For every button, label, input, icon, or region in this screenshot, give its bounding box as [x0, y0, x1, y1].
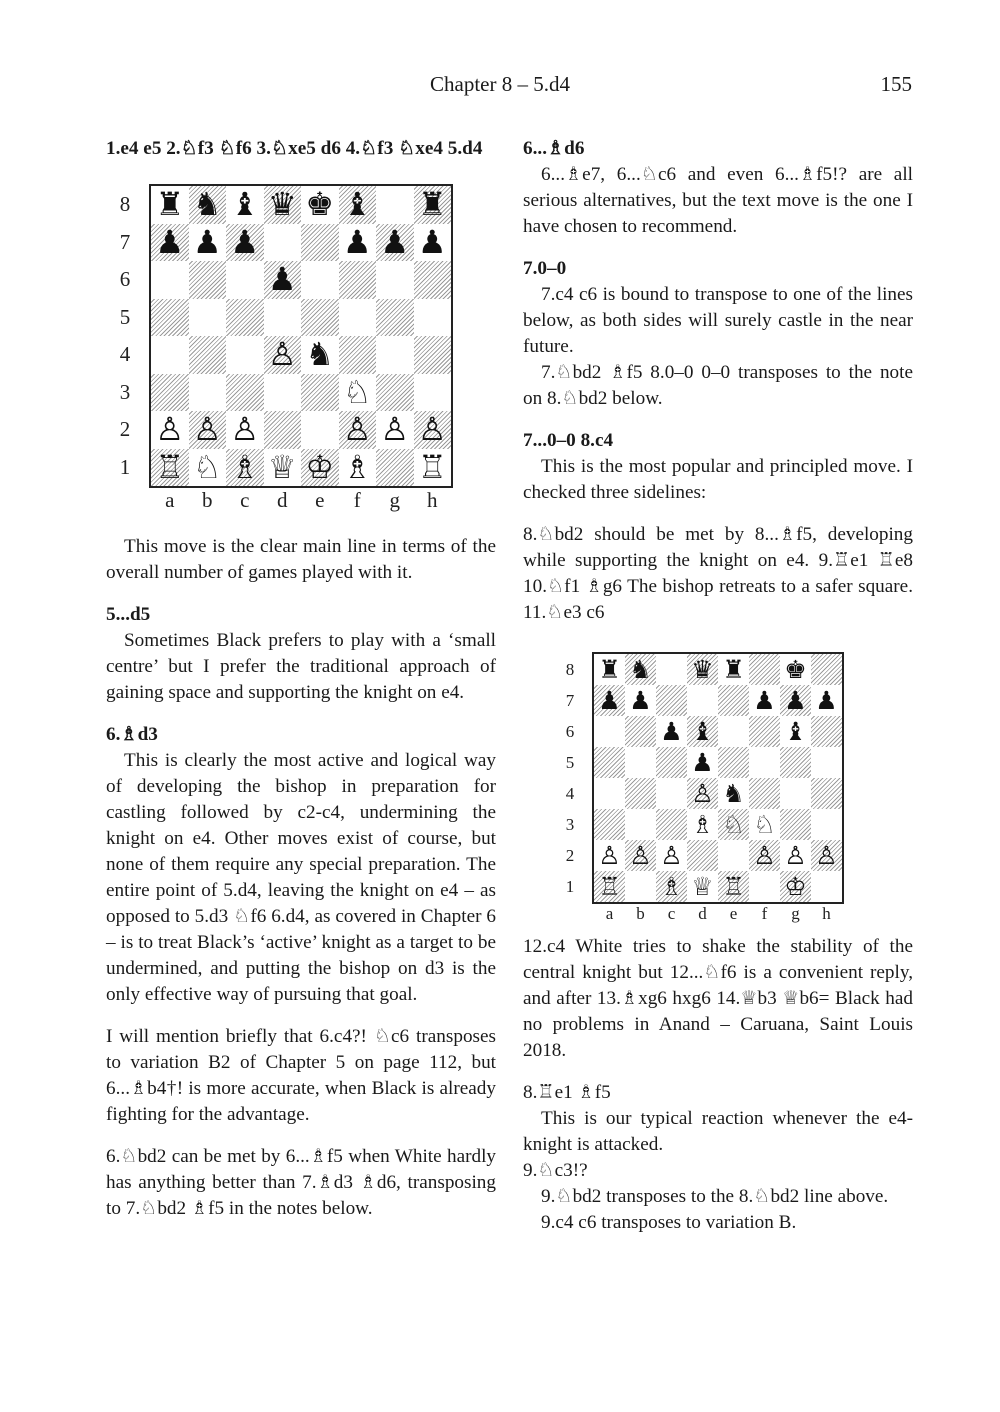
chess-piece-b7: ♟: [192, 222, 222, 261]
chess-piece-c1: ♗: [660, 872, 683, 901]
board-square-e3: [301, 374, 339, 412]
paragraph: This move is the clear main line in terms of the overall number of games played with it.: [106, 536, 496, 583]
board-square-e7: [301, 224, 339, 262]
board-square-g6: [376, 261, 414, 299]
file-label: a: [605, 903, 614, 923]
right-column: [523, 136, 913, 1236]
move-line: 8.♖e1 ♗f5: [523, 1082, 611, 1103]
board-square-c5: [226, 299, 264, 337]
chess-piece-d8: ♛: [691, 655, 714, 684]
file-label: a: [165, 487, 175, 512]
board-square-e2: [301, 411, 339, 449]
board-square-h6: [811, 716, 842, 747]
board-square-c3: [226, 374, 264, 412]
chessboard: [592, 652, 844, 904]
chessboard: [149, 184, 453, 488]
board-square-c4: [656, 778, 687, 809]
rank-label: 1: [565, 877, 575, 896]
board-square-b4: [189, 336, 227, 374]
board-square-b3: [189, 374, 227, 412]
chess-piece-f7: ♟: [342, 222, 372, 261]
chess-piece-d8: ♛: [267, 185, 297, 223]
paragraph: I will mention briefly that 6.c4?! ♘c6 transposes to variation B2 of Chapter 5 on page 112, but 6...♗b4†! is more accurate, when Black is already fighting for the advantage.: [106, 1026, 496, 1125]
chess-piece-d1: ♕: [267, 447, 297, 486]
rank-label: 1: [119, 454, 131, 479]
paragraph: This is the most popular and principled move. I checked three sidelines:: [523, 456, 913, 503]
file-label: g: [791, 903, 800, 923]
chess-piece-e3: ♘: [722, 810, 745, 839]
board-square-b6: [189, 261, 227, 299]
board-square-g1: [376, 449, 414, 487]
diagram-1: [106, 184, 496, 524]
board-square-a6: [151, 261, 189, 299]
board-square-a5: [594, 747, 625, 778]
chess-piece-c6: ♟: [660, 717, 683, 746]
file-label: f: [353, 487, 361, 512]
chess-piece-a1: ♖: [155, 447, 185, 486]
chess-piece-c8: ♝: [230, 185, 260, 223]
board-square-c8: [656, 654, 687, 685]
paragraph: This is clearly the most active and logical way of developing the bishop in preparation for castling followed by c2-c4, undermining the knight on e4. Other moves exist of course, but none of them require any special preparation. The entire point of 5.d4, leaving the knight on e4 – as opposed to 5.d3 ♘f6 6.d4, as covered in Chapter 6 – is to treat Black’s ‘active’ knight as a target to be undermined, and putting the bishop on d3 is the only effective way of pursuing that goal.: [106, 750, 496, 1005]
board-square-f6: [749, 716, 780, 747]
board-square-b1: [625, 871, 656, 902]
chess-piece-e4: ♞: [305, 335, 335, 373]
board-square-g4: [780, 778, 811, 809]
board-square-h8: [811, 654, 842, 685]
board-square-e5: [718, 747, 749, 778]
board-square-e6: [718, 716, 749, 747]
rank-label: 5: [119, 304, 131, 329]
paragraph: 6.♘bd2 can be met by 6...♗f5 when White hardly has anything better than 7.♗d3 ♗d6, transposing to 7.♘bd2 ♗f5 in the notes below.: [106, 1146, 496, 1219]
paragraph: Sometimes Black prefers to play with a ‘small centre’ but I prefer the traditional approach of gaining space and supporting the knight on e4.: [106, 630, 496, 703]
chess-piece-h2: ♙: [815, 841, 838, 870]
chess-piece-g7: ♟: [380, 222, 410, 261]
chess-piece-b2: ♙: [629, 841, 652, 870]
chess-piece-b8: ♞: [629, 655, 652, 684]
board-square-f8: [749, 654, 780, 685]
board-square-g3: [376, 374, 414, 412]
page-number: 155: [880, 72, 912, 96]
chess-piece-d4: ♙: [691, 779, 714, 808]
chess-piece-c2: ♙: [660, 841, 683, 870]
chess-piece-d4: ♙: [267, 335, 297, 373]
board-square-h4: [811, 778, 842, 809]
paragraph: 9.♘bd2 transposes to the 8.♘bd2 line above.: [541, 1186, 889, 1207]
board-square-h4: [414, 336, 452, 374]
chess-piece-g7: ♟: [784, 686, 807, 715]
chess-piece-e1: ♔: [305, 447, 335, 486]
rank-label: 4: [119, 342, 131, 366]
board-square-d2: [264, 411, 302, 449]
chess-piece-e1: ♖: [722, 872, 745, 901]
board-square-a6: [594, 716, 625, 747]
board-square-g4: [376, 336, 414, 374]
chess-piece-e8: ♜: [722, 655, 745, 684]
chess-piece-f1: ♗: [342, 447, 372, 486]
file-label: e: [729, 903, 738, 923]
chess-piece-b1: ♘: [192, 447, 222, 486]
paragraph: 9.c4 c6 transposes to variation B.: [541, 1212, 797, 1233]
board-square-a4: [151, 336, 189, 374]
board-square-e6: [301, 261, 339, 299]
move-heading: 6...♗d6: [523, 138, 585, 159]
file-label: b: [202, 487, 213, 512]
left-column: [106, 136, 496, 1222]
chess-piece-a2: ♙: [598, 841, 621, 870]
chess-piece-h8: ♜: [417, 185, 447, 223]
page-header: [0, 68, 1000, 100]
chess-piece-c7: ♟: [230, 222, 260, 261]
board-square-e2: [718, 840, 749, 871]
chess-piece-g2: ♙: [784, 841, 807, 870]
chess-piece-g2: ♙: [380, 410, 410, 448]
paragraph: 7.♘bd2 ♗f5 8.0–0 0–0 transposes to the note on 8.♘bd2 below.: [523, 362, 913, 409]
board-square-f4: [749, 778, 780, 809]
board-square-h1: [811, 871, 842, 902]
chess-piece-a8: ♜: [155, 185, 185, 223]
board-square-e5: [301, 299, 339, 337]
chess-piece-f3: ♘: [753, 810, 776, 839]
move-heading: 7...0–0 8.c4: [523, 430, 614, 451]
chess-piece-c1: ♗: [230, 447, 260, 486]
board-square-d7: [687, 685, 718, 716]
file-label: f: [761, 903, 768, 923]
rank-label: 6: [565, 722, 575, 741]
board-square-b3: [625, 809, 656, 840]
move-heading: 7.0–0: [523, 258, 567, 279]
board-square-c3: [656, 809, 687, 840]
file-label: g: [389, 487, 400, 512]
board-square-g5: [376, 299, 414, 337]
board-square-h6: [414, 261, 452, 299]
rank-label: 2: [565, 846, 575, 865]
board-square-d5: [264, 299, 302, 337]
move-heading: 5...d5: [106, 604, 151, 625]
rank-label: 7: [565, 691, 575, 710]
file-label: d: [698, 903, 707, 923]
chess-piece-f8: ♝: [342, 185, 372, 223]
board-square-f6: [339, 261, 377, 299]
board-square-h5: [414, 299, 452, 337]
chess-piece-d6: ♝: [691, 717, 714, 746]
move-line: 9.♘c3!?: [523, 1160, 588, 1181]
chess-piece-a8: ♜: [598, 655, 621, 684]
chess-piece-f3: ♘: [342, 372, 372, 411]
chess-piece-g1: ♔: [784, 872, 807, 901]
board-square-c5: [656, 747, 687, 778]
chess-piece-d3: ♗: [691, 810, 714, 839]
chess-piece-h2: ♙: [417, 410, 447, 448]
chess-piece-h1: ♖: [417, 447, 447, 486]
chess-piece-c2: ♙: [230, 410, 260, 448]
board-square-g8: [376, 186, 414, 224]
board-square-g3: [780, 809, 811, 840]
rank-label: 5: [565, 753, 575, 772]
chapter-title: Chapter 8 – 5.d4: [430, 72, 570, 96]
chess-piece-e4: ♞: [722, 779, 745, 808]
file-label: h: [822, 903, 831, 923]
board-square-d7: [264, 224, 302, 262]
chess-piece-e8: ♚: [305, 185, 335, 223]
board-square-f1: [749, 871, 780, 902]
chess-piece-h7: ♟: [815, 686, 838, 715]
board-square-b6: [625, 716, 656, 747]
rank-label: 8: [119, 192, 131, 216]
file-label: b: [636, 903, 645, 923]
diagram-2: [523, 646, 913, 928]
file-label: h: [427, 487, 438, 512]
chess-piece-a1: ♖: [598, 872, 621, 901]
board-square-a4: [594, 778, 625, 809]
board-square-c7: [656, 685, 687, 716]
paragraph: 12.c4 White tries to shake the stability of the central knight but 12...♘f6 is a convenient reply, and after 13.♗xg6 hxg6 14.♕b3 ♕b6= Black had no problems in Anand – Caruana, Saint Louis 2018.: [523, 936, 913, 1061]
chess-piece-d5: ♟: [691, 748, 714, 777]
board-square-f4: [339, 336, 377, 374]
file-label: c: [667, 903, 676, 923]
rank-label: 2: [119, 417, 131, 441]
board-square-g5: [780, 747, 811, 778]
file-label: c: [240, 487, 250, 512]
rank-label: 7: [119, 229, 131, 254]
chess-piece-f2: ♙: [753, 841, 776, 870]
board-square-a3: [594, 809, 625, 840]
chess-piece-g6: ♝: [784, 717, 807, 746]
paragraph: 7.c4 c6 is bound to transpose to one of the lines below, as both sides will surely castle in the near future.: [523, 284, 913, 357]
paragraph: 6...♗e7, 6...♘c6 and even 6...♗f5!? are all serious alternatives, but the text move is the one I have chosen to recommend.: [523, 164, 913, 237]
chess-piece-h7: ♟: [417, 222, 447, 261]
board-square-c6: [226, 261, 264, 299]
board-square-h5: [811, 747, 842, 778]
chess-piece-a2: ♙: [155, 410, 185, 448]
board-square-c4: [226, 336, 264, 374]
chess-piece-b7: ♟: [629, 686, 652, 715]
chess-piece-a7: ♟: [155, 222, 185, 261]
move-heading: 6.♗d3: [106, 724, 158, 745]
board-square-h3: [414, 374, 452, 412]
board-square-h3: [811, 809, 842, 840]
board-square-e7: [718, 685, 749, 716]
board-square-f5: [339, 299, 377, 337]
move-heading: 1.e4 e5 2.♘f3 ♘f6 3.♘xe5 d6 4.♘f3 ♘xe4 5.d4: [106, 138, 483, 159]
board-square-b4: [625, 778, 656, 809]
board-square-a5: [151, 299, 189, 337]
file-label: d: [277, 487, 288, 512]
chess-piece-f7: ♟: [753, 686, 776, 715]
rank-label: 4: [565, 784, 575, 803]
rank-label: 8: [565, 660, 575, 679]
chess-piece-d1: ♕: [691, 872, 714, 901]
chess-piece-d6: ♟: [267, 260, 297, 298]
paragraph: 8.♘bd2 should be met by 8...♗f5, developing while supporting the knight on e4. 9.♖e1 ♖e8 10.♘f1 ♗g6 The bishop retreats to a safer square. 11.♘e3 c6: [523, 524, 913, 623]
board-square-d3: [264, 374, 302, 412]
board-square-b5: [625, 747, 656, 778]
rank-label: 3: [119, 379, 131, 404]
chess-piece-f2: ♙: [342, 410, 372, 448]
file-label: e: [315, 487, 325, 512]
board-square-d2: [687, 840, 718, 871]
board-square-a3: [151, 374, 189, 412]
chess-piece-b8: ♞: [192, 185, 222, 223]
paragraph: This is our typical reaction whenever the e4-knight is attacked.: [523, 1108, 913, 1155]
rank-label: 3: [565, 815, 575, 834]
board-square-b5: [189, 299, 227, 337]
board-square-f5: [749, 747, 780, 778]
chess-piece-b2: ♙: [192, 410, 222, 448]
rank-label: 6: [119, 267, 131, 291]
chess-piece-g8: ♚: [784, 655, 807, 684]
chess-piece-a7: ♟: [598, 686, 621, 715]
